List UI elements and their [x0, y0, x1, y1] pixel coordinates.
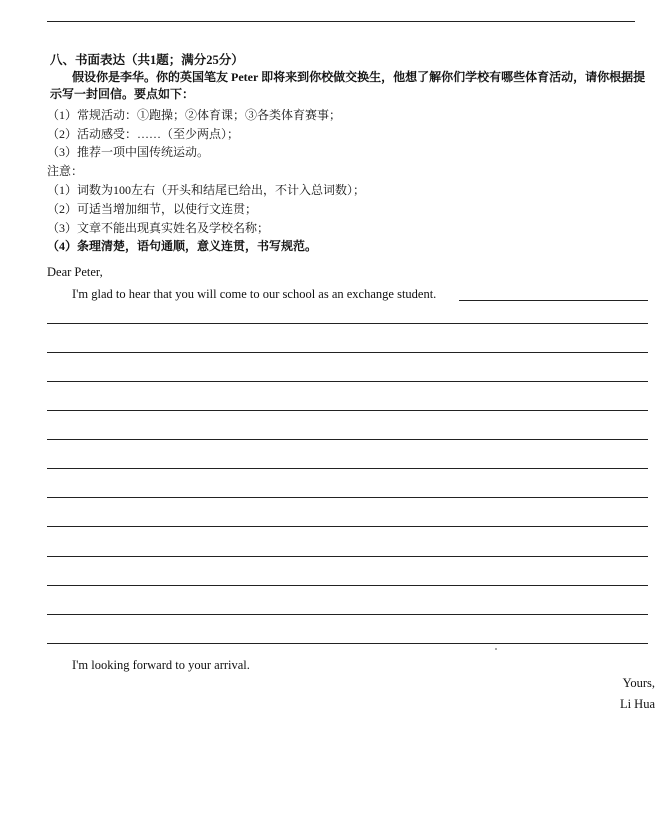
letter-opening: I'm glad to hear that you will come to our school as an exchange student.: [72, 287, 437, 301]
writing-line[interactable]: [47, 410, 648, 411]
note-item: （4）条理清楚，语句通顺，意义连贯，书写规范。: [47, 239, 318, 253]
point-item: （2）活动感受：……（至少两点）；: [47, 127, 240, 141]
writing-line[interactable]: [47, 381, 648, 382]
writing-line[interactable]: [47, 323, 648, 324]
task-prompt: 假设你是李华。你的英国笔友 Peter 即将来到你校做交换生，他想了解你们学校有哪些体育活动，请你根据提示写一封回信。要点如下：: [50, 70, 646, 101]
letter-greeting: Dear Peter,: [47, 265, 103, 279]
note-item: （2）可适当增加细节，以使行文连贯；: [47, 202, 258, 216]
writing-line[interactable]: [47, 526, 648, 527]
writing-line[interactable]: [47, 439, 648, 440]
point-item: （1）常规活动：①跑操；②体育课；③各类体育赛事；: [47, 108, 342, 122]
letter-signature: Li Hua: [619, 697, 655, 711]
letter-sign-off: Yours,: [622, 676, 655, 690]
note-item: （3）文章不能出现真实姓名及学校名称；: [47, 221, 270, 235]
writing-line[interactable]: [47, 497, 648, 498]
section-title: 八、书面表达（共1题；满分25分）: [50, 53, 244, 67]
top-divider: [47, 21, 635, 22]
note-item: （1）词数为100左右（开头和结尾已给出，不计入总词数）；: [47, 183, 366, 197]
writing-line[interactable]: [47, 352, 648, 353]
writing-line[interactable]: [47, 585, 648, 586]
writing-line[interactable]: [47, 614, 648, 615]
writing-line[interactable]: [47, 643, 648, 644]
writing-line[interactable]: [47, 468, 648, 469]
stray-mark: [495, 648, 497, 650]
letter-closing: I'm looking forward to your arrival.: [72, 658, 250, 672]
notes-label: 注意：: [47, 164, 84, 178]
point-item: （3）推荐一项中国传统运动。: [47, 145, 210, 159]
writing-line[interactable]: [47, 556, 648, 557]
writing-line[interactable]: [459, 300, 648, 301]
